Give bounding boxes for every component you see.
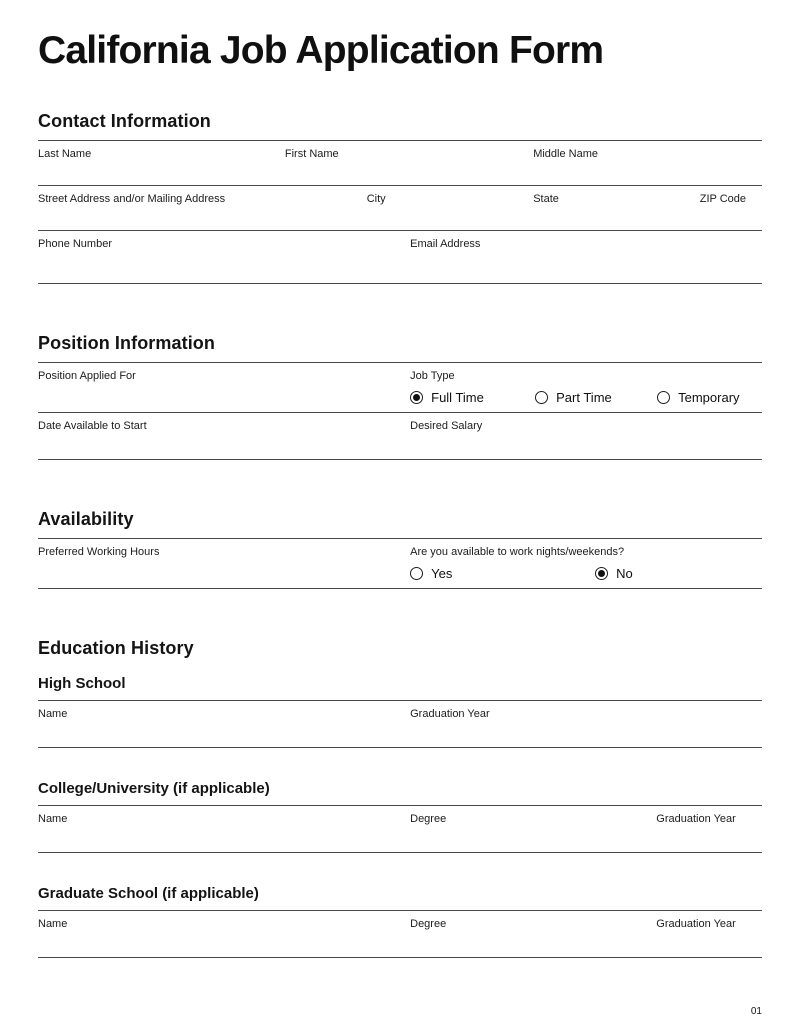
middle-name-label: Middle Name [533,147,599,160]
last-name-field[interactable] [38,148,284,184]
high-school-graduation-year-field[interactable] [410,708,762,746]
last-name-label: Last Name [38,147,92,160]
radio-no-icon [595,567,608,580]
radio-part-time-label: Part Time [556,389,612,405]
graduate-graduation-year-field[interactable] [656,918,762,956]
graduate-school-heading: Graduate School (if applicable) [38,884,259,902]
section-contact-information [38,111,762,284]
desired-salary-label: Desired Salary [410,419,483,432]
zip-code-field[interactable] [700,193,762,229]
availability-row [38,539,762,589]
radio-option-yes[interactable] [410,566,595,581]
radio-option-temporary[interactable] [657,390,739,405]
high-school-name-label: Name [38,707,68,720]
college-heading: College/University (if applicable) [38,779,270,797]
position-information-heading: Position Information [38,332,215,353]
email-address-field[interactable] [410,238,762,282]
radio-yes-label: Yes [431,565,453,581]
radio-full-time-label: Full Time [431,389,484,405]
radio-no-label: No [616,565,633,581]
radio-yes-icon [410,567,423,580]
high-school-heading: High School [38,674,126,692]
preferred-hours-field[interactable] [38,546,407,587]
graduate-school-row [38,911,762,958]
graduate-name-field[interactable] [38,918,407,956]
graduate-name-label: Name [38,917,68,930]
street-address-field[interactable] [38,193,364,229]
contact-address-row [38,186,762,231]
page-title: California Job Application Form [38,29,604,72]
college-name-label: Name [38,812,68,825]
radio-option-full-time[interactable] [410,390,535,405]
first-name-field[interactable] [285,148,531,184]
preferred-hours-label: Preferred Working Hours [38,545,160,558]
college-graduation-year-label: Graduation Year [656,812,736,825]
high-school-rows [38,700,762,748]
radio-option-part-time[interactable] [535,390,657,405]
college-degree-field[interactable] [410,813,653,851]
contact-rows [38,140,762,284]
high-school-graduation-year-label: Graduation Year [410,707,490,720]
date-available-field[interactable] [38,420,407,458]
high-school-name-field[interactable] [38,708,407,746]
page-number: 01 [750,1006,762,1017]
position-jobtype-row [38,363,762,413]
phone-number-label: Phone Number [38,237,112,250]
radio-option-no[interactable] [595,566,633,581]
contact-phone-email-row [38,231,762,284]
college-degree-label: Degree [410,812,447,825]
job-type-radio-group [410,390,762,405]
city-field[interactable] [367,193,526,229]
high-school-row [38,701,762,748]
position-applied-for-field[interactable] [38,370,407,411]
radio-temporary-label: Temporary [678,389,740,405]
radio-full-time-icon [410,391,423,404]
email-address-label: Email Address [410,237,481,250]
section-availability [38,509,762,589]
position-rows [38,362,762,460]
city-label: City [366,192,386,205]
position-applied-for-label: Position Applied For [38,369,136,382]
education-history-heading: Education History [38,637,194,658]
college-name-field[interactable] [38,813,407,851]
job-type-label: Job Type [410,369,455,382]
college-graduation-year-field[interactable] [656,813,762,851]
graduate-degree-label: Degree [410,917,447,930]
desired-salary-field[interactable] [410,420,762,458]
street-address-label: Street Address and/or Mailing Address [38,192,226,205]
section-position-information [38,333,762,460]
contact-name-row [38,141,762,186]
date-available-label: Date Available to Start [38,419,147,432]
state-label: State [533,192,559,205]
middle-name-field[interactable] [533,148,762,184]
position-date-salary-row [38,413,762,460]
graduate-graduation-year-label: Graduation Year [656,917,736,930]
college-rows [38,805,762,853]
graduate-degree-field[interactable] [410,918,653,956]
state-field[interactable] [533,193,692,229]
availability-rows [38,538,762,589]
job-type-field [410,370,762,411]
nights-weekends-label: Are you available to work nights/weekends? [410,545,625,558]
phone-number-field[interactable] [38,238,407,282]
availability-heading: Availability [38,508,134,529]
section-education-history [38,638,762,958]
graduate-school-rows [38,910,762,958]
radio-temporary-icon [657,391,670,404]
radio-part-time-icon [535,391,548,404]
nights-weekends-field [410,546,762,587]
first-name-label: First Name [284,147,339,160]
nights-weekends-radio-group [410,566,762,581]
college-row [38,806,762,853]
contact-information-heading: Contact Information [38,110,211,131]
zip-code-label: ZIP Code [699,192,747,205]
